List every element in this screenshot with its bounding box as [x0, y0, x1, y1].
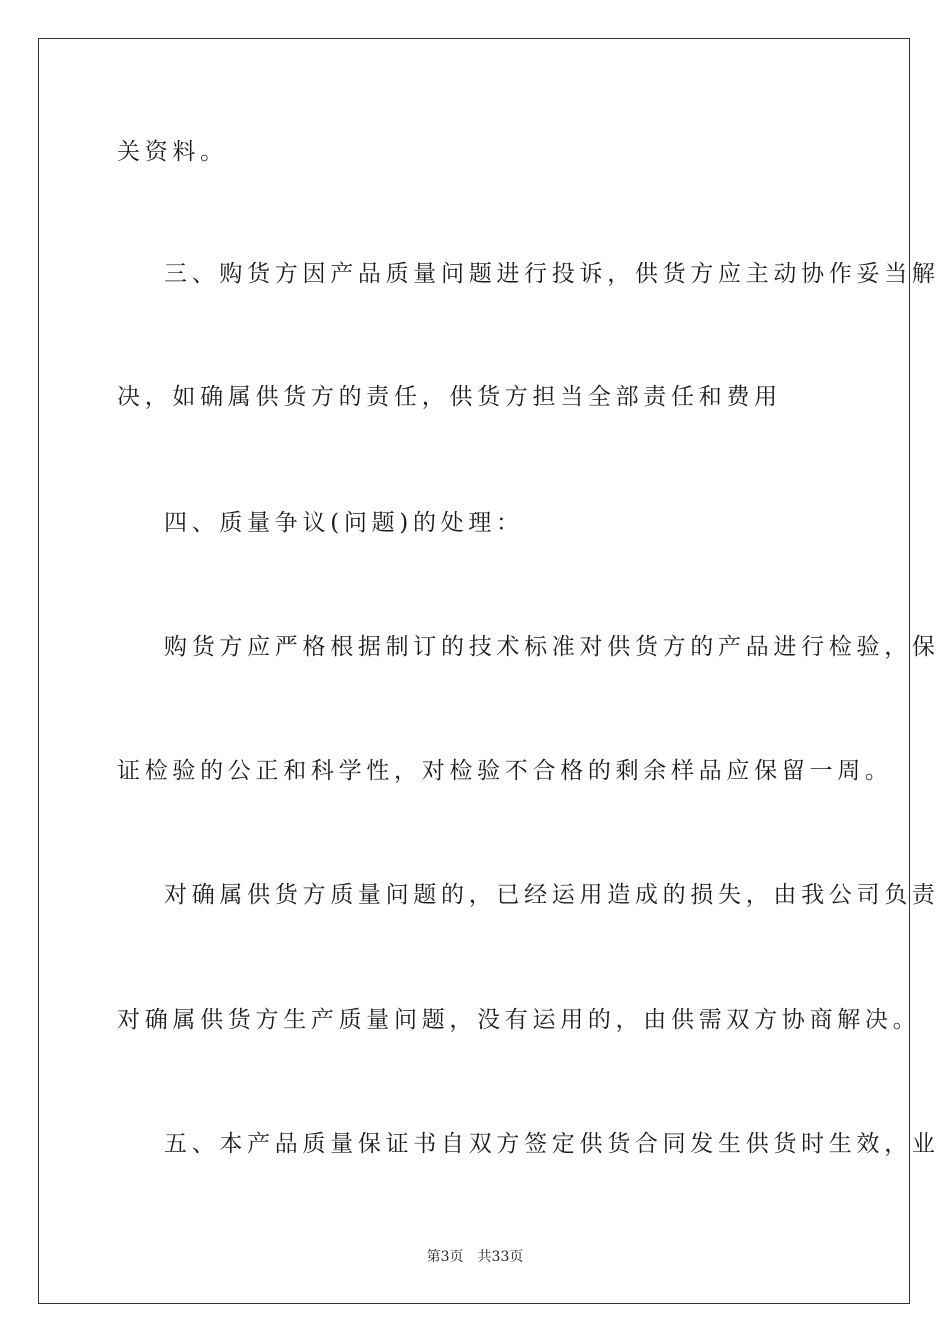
text-line: 关资料。 [117, 139, 228, 165]
page-footer [0, 1248, 950, 1266]
paragraph-line: 五、本产品质量保证书自双方签定供货合同发生供货时生效，业 [164, 1131, 940, 1157]
page-border [38, 38, 910, 1304]
text-line: 证检验的公正和科学性，对检验不合格的剩余样品应保留一周。 [117, 758, 893, 784]
paragraph-line: 对确属供货方质量问题的，已经运用造成的损失，由我公司负责 [164, 882, 940, 908]
total-pages: 共33页 [477, 1249, 524, 1265]
page-number: 第3页 [426, 1249, 464, 1265]
paragraph-line: 购货方应严格根据制订的技术标准对供货方的产品进行检验，保 [164, 634, 940, 660]
paragraph-line: 三、购货方因产品质量问题进行投诉，供货方应主动协作妥当解 [164, 261, 940, 287]
text-line: 决，如确属供货方的责任，供货方担当全部责任和费用 [117, 384, 782, 410]
text-line: 对确属供货方生产质量问题，没有运用的，由供需双方协商解决。 [117, 1007, 921, 1033]
section-heading: 四、质量争议(问题)的处理： [164, 510, 524, 536]
